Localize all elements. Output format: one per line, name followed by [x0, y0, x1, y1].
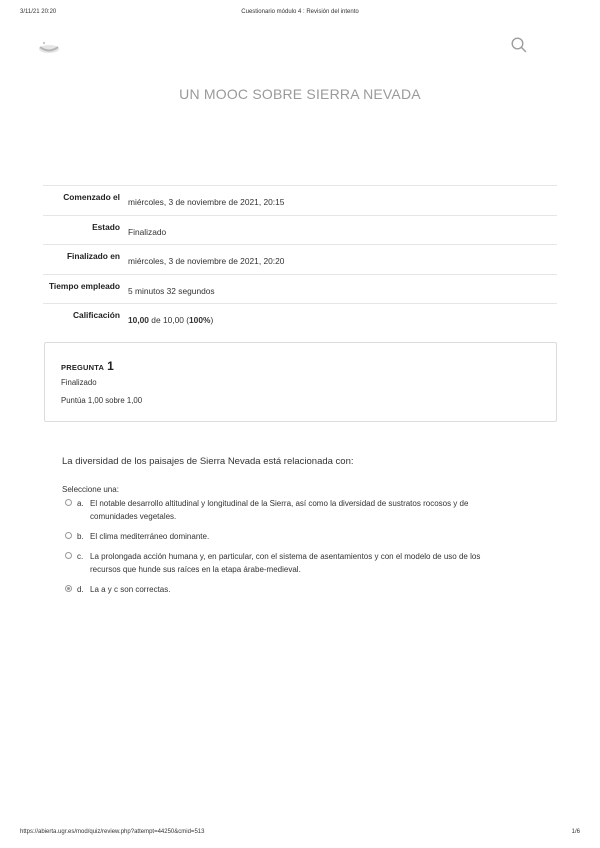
print-url: https://abierta.ugr.es/mod/quiz/review.php?attempt=44250&cmid=513: [20, 829, 205, 835]
radio-button[interactable]: [65, 532, 72, 539]
answer-option-c[interactable]: [64, 550, 504, 576]
summary-row-state: [43, 215, 557, 245]
answer-text: El notable desarrollo altitudinal y longitudinal de la Sierra, así como la diversidad de sustratos rocosos y de comunidades vegetales.: [90, 499, 469, 521]
summary-label: Comenzado el: [63, 192, 120, 202]
logo-icon[interactable]: [37, 38, 61, 56]
answer-option-d[interactable]: [64, 583, 504, 596]
question-grade: Puntúa 1,00 sobre 1,00: [61, 396, 143, 405]
summary-label: Tiempo empleado: [48, 280, 120, 291]
answer-list: [64, 497, 504, 603]
radio-button[interactable]: [65, 499, 72, 506]
answer-letter: c.: [77, 552, 84, 561]
summary-label: Calificación: [72, 310, 120, 320]
attempt-summary-table: [43, 185, 557, 333]
search-icon[interactable]: [510, 36, 528, 54]
grade-total: de 10,00 (: [148, 315, 190, 325]
radio-button-selected[interactable]: [65, 585, 72, 592]
summary-row-started: [43, 186, 557, 216]
answer-text: El clima mediterráneo dominante.: [90, 532, 210, 541]
summary-row-grade: [43, 304, 557, 334]
answer-letter: a.: [77, 499, 84, 508]
question-number: 1: [107, 359, 115, 373]
print-page-number: 1/6: [571, 829, 580, 835]
summary-value: miércoles, 3 de noviembre de 2021, 20:15: [128, 197, 285, 207]
answer-letter: b.: [77, 532, 84, 541]
question-state: Finalizado: [61, 378, 97, 387]
print-title: Cuestionario módulo 4 : Revisión del intento: [241, 9, 359, 15]
radio-button[interactable]: [65, 552, 72, 559]
summary-label: Estado: [92, 221, 120, 232]
question-text: La diversidad de los paisajes de Sierra Nevada está relacionada con:: [62, 456, 354, 467]
grade-percent: 100%: [189, 315, 211, 325]
answer-option-a[interactable]: [64, 497, 504, 523]
summary-value: 5 minutos 32 segundos: [128, 285, 215, 296]
answer-text: La a y c son correctas.: [90, 585, 171, 594]
answer-text: La prolongada acción humana y, en particular, con el sistema de asentamientos y con el modelo de uso de los recursos que hunde sus raíces en la etapa árabe-medieval.: [90, 552, 481, 574]
print-date: 3/11/21 20:20: [20, 9, 57, 15]
question-info-box: [44, 342, 557, 422]
grade-close: ): [210, 315, 214, 325]
summary-row-finished: [43, 245, 557, 275]
question-label: PREGUNTA: [61, 363, 105, 372]
answer-letter: d.: [77, 585, 84, 594]
print-header: [0, 9, 600, 19]
site-title[interactable]: UN MOOC SOBRE SIERRA NEVADA: [179, 86, 421, 102]
question-heading: [61, 359, 114, 373]
answer-prompt: Seleccione una:: [62, 485, 119, 494]
summary-row-time: [43, 274, 557, 304]
summary-value: Finalizado: [128, 226, 167, 237]
summary-value: miércoles, 3 de noviembre de 2021, 20:20: [128, 256, 285, 266]
answer-option-b[interactable]: [64, 530, 504, 543]
summary-value: [124, 304, 557, 334]
grade-score: 10,00: [128, 315, 149, 325]
summary-label: Finalizado en: [66, 251, 120, 261]
